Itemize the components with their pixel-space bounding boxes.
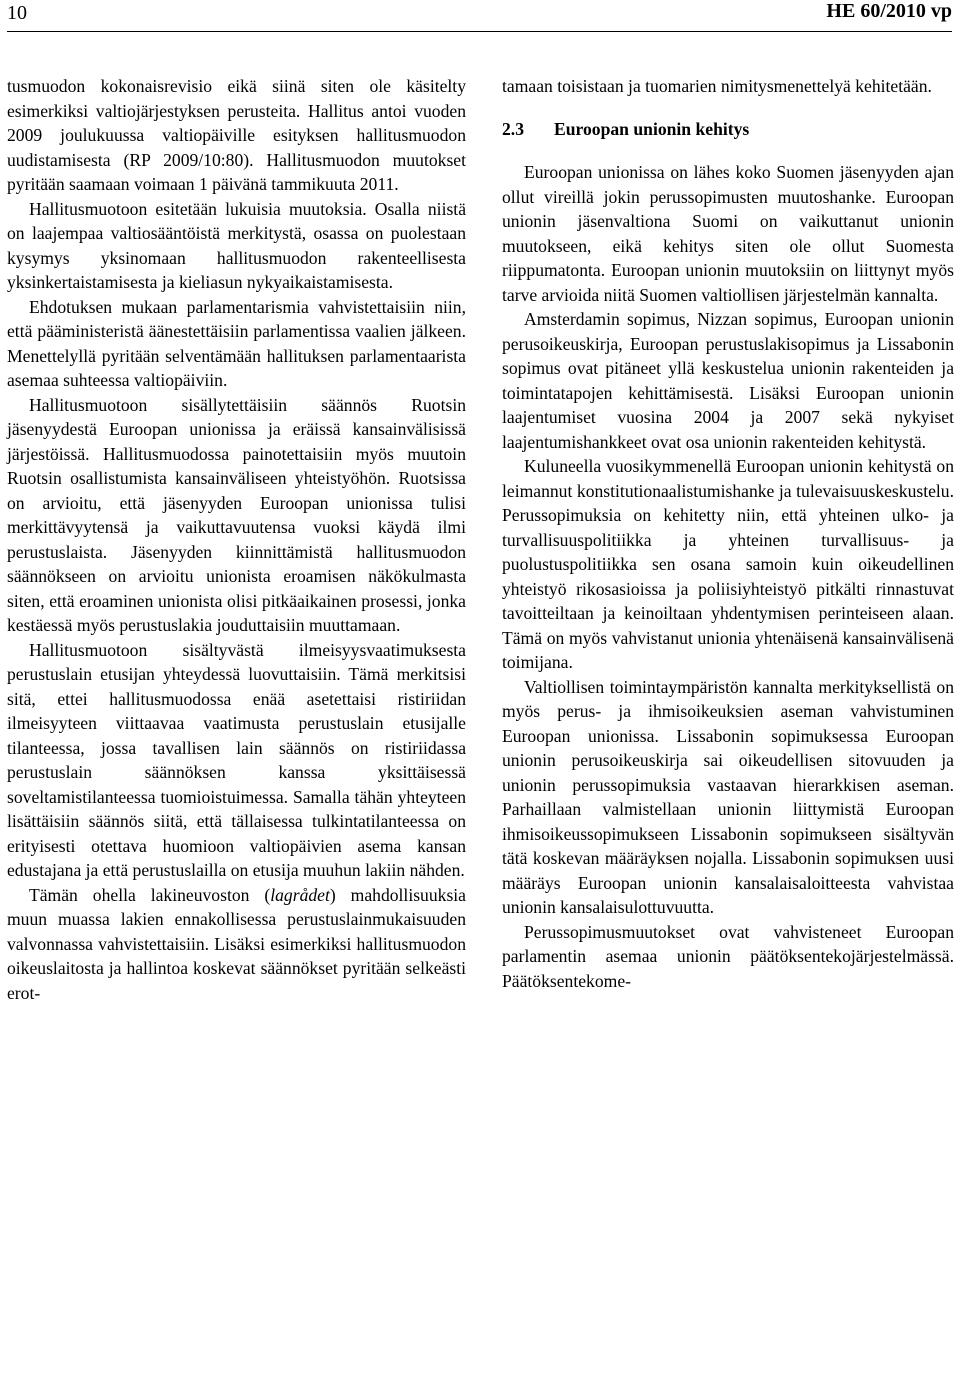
document-id: HE 60/2010 vp bbox=[826, 0, 952, 22]
paragraph-text: ) mahdollisuuksia muun muassa lakien ennakollisessa perustuslainmukaisuuden valvonnassa vahvistettaisiin. Lisäksi esimerkiksi hallitusmuodon oikeuslaitosta ja hallintoa koskevat säännökset pyritään selkeästi erot- bbox=[7, 884, 466, 1003]
paragraph: Hallitusmuotoon sisällytettäisiin säännös Ruotsin jäsenyydestä Euroopan unionissa ja eräissä kansainvälisissä järjestöissä. Hallitusmuodossa painotettaisiin myös muutoin Ruotsin osallistumista kansainväliseen yhteistyöhön. Ruotsissa on arvioitu, että jäsenyyden Euroopan unionissa tulisi merkittävyytensä ja vaikuttavuutensa vuoksi käydä ilmi perustuslaista. Jäsenyyden kiinnittämistä hallitusmuodon säännökseen on arvioitu unionista eroamisen näkökulmasta siten, että eroaminen unionista olisi pitkäaikainen prosessi, jonka kestäessä myös perustuslakia jouduttaisiin muuttamaan. bbox=[7, 394, 466, 635]
paragraph: Ehdotuksen mukaan parlamentarismia vahvistettaisiin niin, että pääministeristä äänestettäisiin parlamentissa vaalien jälkeen. Menettelyllä pyritään selventämään hallituksen parlamentaarista asemaa suhteessa valtiopäiviin. bbox=[7, 296, 466, 390]
left-column bbox=[7, 74, 466, 1005]
paragraph-text: Tämän ohella lakineuvoston ( bbox=[29, 884, 271, 905]
paragraph: Hallitusmuotoon esitetään lukuisia muutoksia. Osalla niistä on laajempaa valtiosääntöistä merkitystä, osassa on puolestaan kysymys yksinomaan hallitusmuodon rakenteellisesta yksinkertaistamisesta ja kieliasun nykyaikaistamisesta. bbox=[7, 198, 466, 292]
section-heading bbox=[502, 117, 954, 142]
section-number: 2.3 bbox=[502, 118, 524, 139]
paragraph: Valtiollisen toimintaympäristön kannalta merkityksellistä on myös perus- ja ihmisoikeuksien aseman vahvistuminen Euroopan unionissa. Lissabonin sopimuksessa Euroopan unionin perusoikeuskirja sai oikeudellisen sitovuuden ja unionin perussopimuksia vastaavan hierarkkisen aseman. Parhaillaan valmistellaan unionin liittymistä Euroopan ihmisoikeussopimukseen Lissabonin sopimukseen sisältyvän tätä koskevan määräyksen nojalla. Lissabonin sopimuksen uusi määräys Euroopan unionin kansalaisaloitteesta vahvistaa unionin kansalaisulottuvuutta. bbox=[502, 676, 954, 917]
section-title: Euroopan unionin kehitys bbox=[554, 118, 750, 139]
paragraph: tusmuodon kokonaisrevisio eikä siinä siten ole käsitelty esimerkiksi valtiojärjestyksen perusteita. Hallitus antoi vuoden 2009 joulukuussa valtiopäiville esityksen hallitusmuodon uudistamisesta (RP 2009/10:80). Hallitusmuodon muutokset pyritään saamaan voimaan 1 päivänä tammikuuta 2011. bbox=[7, 76, 466, 194]
page-number: 10 bbox=[7, 2, 27, 24]
paragraph: Hallitusmuotoon sisältyvästä ilmeisyysvaatimuksesta perustuslain etusijan yhteydessä luovuttaisiin. Tämä merkitsisi sitä, ettei hallitusmuodossa enää asetettaisi ristiriidan ilmeisyyteen viittaavaa vaatimusta perustuslain etusijalle tilanteessa, jossa tavallisen lain säännös on ristiriidassa perustuslain säännöksen kanssa yksittäisessä soveltamistilanteessa tuomioistuimessa. Samalla tähän yhteyteen lisättäisiin säännös siitä, että tällaisessa tulkintatilanteessa on erityisesti otettava huomioon valtiopäivien asema kansan edustajana ja että perustuslailla on etusija muuhun lakiin nähden. bbox=[7, 639, 466, 880]
italic-term: lagrådet bbox=[270, 884, 330, 905]
header-rule bbox=[7, 31, 952, 32]
paragraph: Perussopimusmuutokset ovat vahvisteneet Euroopan parlamentin asemaa unionin päätöksentekojärjestelmässä. Päätöksentekome- bbox=[502, 921, 954, 991]
paragraph: Kuluneella vuosikymmenellä Euroopan unionin kehitystä on leimannut konstitutionaalistumishanke ja tulevaisuuskeskustelu. Perussopimuksia on kehitetty niin, että yhteinen ulko- ja turvallisuuspolitiikka ja yhteinen turvallisuus- ja puolustuspolitiikka sen osana samoin kuin oikeudellinen yhteistyö rikosasioissa ja poliisiyhteistyö pitkälti rinnastuvat tavoitteiltaan ja keinoiltaan yhdentymisen perinteiseen alaan. Tämä on myös vahvistanut unionia yhtenäisenä kansainvälisenä toimijana. bbox=[502, 456, 954, 672]
paragraph: Euroopan unionissa on lähes koko Suomen jäsenyyden ajan ollut vireillä jokin perussopimusten muutoshanke. Euroopan unionin jäsenvaltiona Suomi on vaikuttanut unionin muutokseen, eikä kehitys siten ole ollut Suomesta riippumatonta. Euroopan unionin muutoksiin on liittynyt myös tarve arvioida niitä Suomen valtiollisen järjestelmän kannalta. bbox=[502, 162, 954, 305]
paragraph: tamaan toisistaan ja tuomarien nimitysmenettelyä kehitetään. bbox=[502, 76, 932, 96]
paragraph: Amsterdamin sopimus, Nizzan sopimus, Euroopan unionin perusoikeuskirja, Euroopan perustuslakisopimus ja Lissabonin sopimus ovat pitäneet yllä keskustelua unionin rakenteiden ja toimintatapojen kehittämisestä. Lisäksi Euroopan unionin laajentumiset vuosina 2004 ja 2007 sekä nykyiset laajentumishankkeet ovat osa unionin rakenteiden kehitystä. bbox=[502, 309, 954, 452]
page-header bbox=[0, 0, 960, 34]
paragraph bbox=[7, 883, 466, 1006]
right-column bbox=[502, 74, 954, 993]
